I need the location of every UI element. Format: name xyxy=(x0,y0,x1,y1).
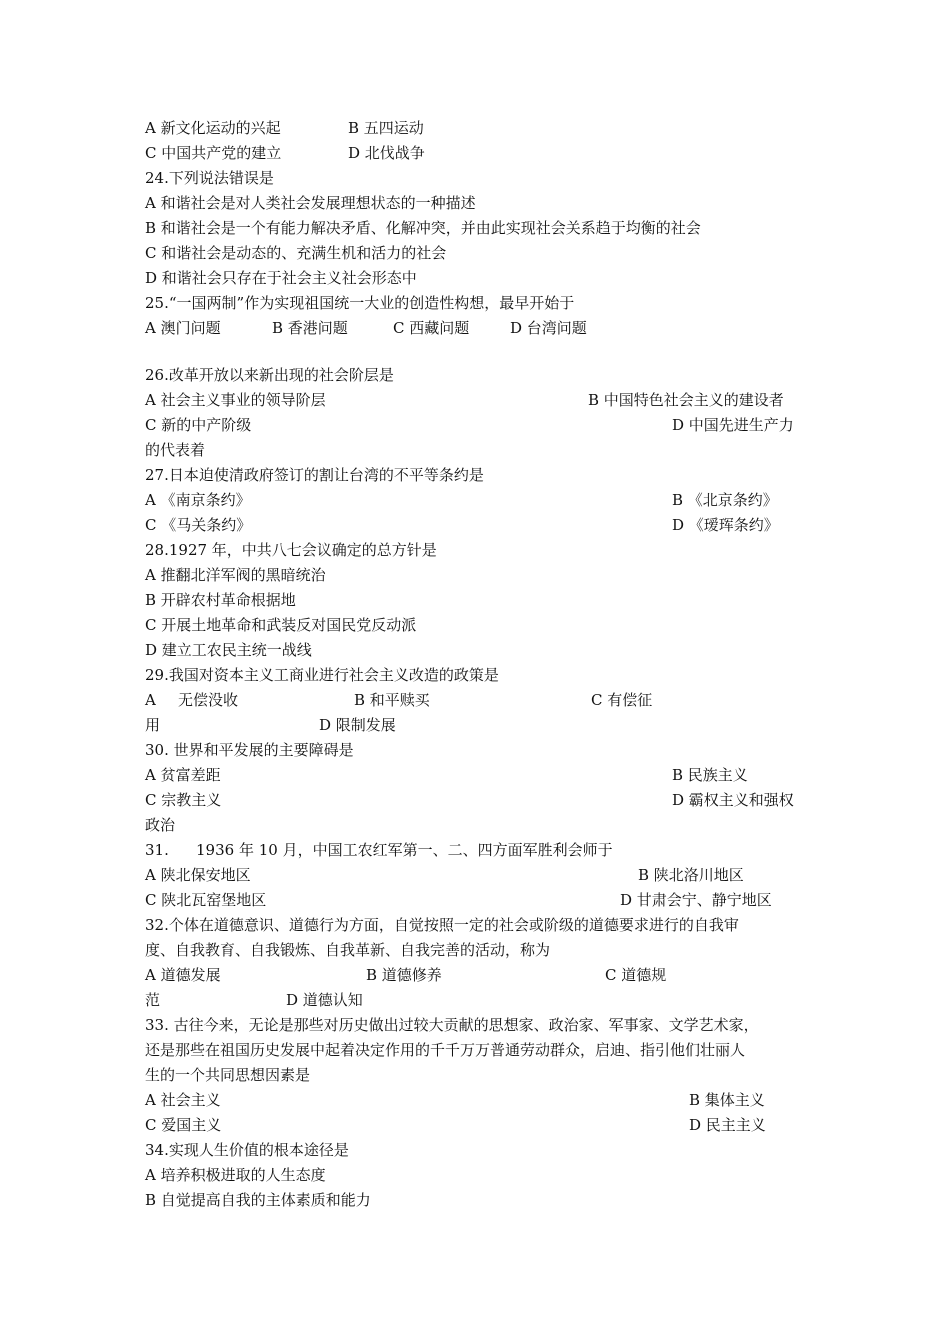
q28-option-b: B 开辟农村革命根据地 xyxy=(145,591,296,609)
q24-option-a: A 和谐社会是对人类社会发展理想状态的一种描述 xyxy=(145,194,476,212)
q23-option-c: C 中国共产党的建立 xyxy=(145,144,282,162)
q23-option-d: D 北伐战争 xyxy=(348,144,425,162)
q25-option-d: D 台湾问题 xyxy=(510,319,587,337)
q30-option-b: B 民族主义 xyxy=(672,766,748,784)
q33-stem-line2: 还是那些在祖国历史发展中起着决定作用的千千万万普通劳动群众，启迪、指引他们壮丽人 xyxy=(145,1041,746,1059)
q30-option-d-cont: 政治 xyxy=(145,816,176,834)
q29-option-a: 无偿没收 xyxy=(178,691,239,709)
q32-stem-line1: 32.个体在道德意识、道德行为方面，自觉按照一定的社会或阶级的道德要求进行的自我审 xyxy=(145,916,739,934)
q23-option-b: B 五四运动 xyxy=(348,119,424,137)
q31-stem: 1936 年 10 月，中国工农红军第一、二、四方面军胜利会师于 xyxy=(196,841,613,859)
q33-stem-line3: 生的一个共同思想因素是 xyxy=(145,1066,311,1084)
q27-option-b: B 《北京条约》 xyxy=(672,491,778,509)
q25-option-a: A 澳门问题 xyxy=(145,319,221,337)
q34-stem: 34.实现人生价值的根本途径是 xyxy=(145,1141,349,1159)
q29-option-a-letter: A xyxy=(145,691,156,709)
q31-option-d: D 甘肃会宁、静宁地区 xyxy=(620,891,772,909)
q32-option-c: C 道德规 xyxy=(605,966,667,984)
q30-option-c: C 宗教主义 xyxy=(145,791,222,809)
q24-option-d: D 和谐社会只存在于社会主义社会形态中 xyxy=(145,269,417,287)
q24-option-b: B 和谐社会是一个有能力解决矛盾、化解冲突，并由此实现社会关系趋于均衡的社会 xyxy=(145,219,701,237)
q24-option-c: C 和谐社会是动态的、充满生机和活力的社会 xyxy=(145,244,447,262)
q33-stem-line1: 33. 古往今来，无论是那些对历史做出过较大贡献的思想家、政治家、军事家、文学艺术家， xyxy=(145,1016,759,1034)
q25-option-b: B 香港问题 xyxy=(272,319,348,337)
q28-option-d: D 建立工农民主统一战线 xyxy=(145,641,312,659)
q28-stem: 28.1927 年，中共八七会议确定的总方针是 xyxy=(145,541,437,559)
q27-option-a: A 《南京条约》 xyxy=(145,491,251,509)
q30-option-d: D 霸权主义和强权 xyxy=(672,791,794,809)
q32-option-b: B 道德修养 xyxy=(366,966,442,984)
q26-option-c: C 新的中产阶级 xyxy=(145,416,252,434)
q34-option-a: A 培养积极进取的人生态度 xyxy=(145,1166,326,1184)
q23-option-a: A 新文化运动的兴起 xyxy=(145,119,281,137)
q30-option-a: A 贫富差距 xyxy=(145,766,221,784)
q25-stem: 25.“一国两制”作为实现祖国统一大业的创造性构想，最早开始于 xyxy=(145,294,575,312)
q31-option-c: C 陕北瓦窑堡地区 xyxy=(145,891,267,909)
q32-stem-line2: 度、自我教育、自我锻炼、自我革新、自我完善的活动，称为 xyxy=(145,941,551,959)
q26-option-a: A 社会主义事业的领导阶层 xyxy=(145,391,326,409)
q33-option-d: D 民主主义 xyxy=(689,1116,766,1134)
q34-option-b: B 自觉提高自我的主体素质和能力 xyxy=(145,1191,371,1209)
q26-stem: 26.改革开放以来新出现的社会阶层是 xyxy=(145,366,394,384)
q29-option-b: B 和平赎买 xyxy=(354,691,430,709)
q32-option-c-cont: 范 xyxy=(145,991,161,1009)
q27-option-d: D 《瑷珲条约》 xyxy=(672,516,779,534)
q30-stem: 30. 世界和平发展的主要障碍是 xyxy=(145,741,354,759)
q33-option-c: C 爱国主义 xyxy=(145,1116,222,1134)
q27-option-c: C 《马关条约》 xyxy=(145,516,252,534)
q33-option-a: A 社会主义 xyxy=(145,1091,221,1109)
q24-stem: 24.下列说法错误是 xyxy=(145,169,274,187)
q25-option-c: C 西藏问题 xyxy=(393,319,470,337)
q29-option-c-cont: 用 xyxy=(145,716,161,734)
q26-option-d-cont: 的代表着 xyxy=(145,441,206,459)
q31-number: 31. xyxy=(145,841,169,859)
q27-stem: 27.日本迫使清政府签订的割让台湾的不平等条约是 xyxy=(145,466,484,484)
q31-option-b: B 陕北洛川地区 xyxy=(638,866,744,884)
q29-stem: 29.我国对资本主义工商业进行社会主义改造的政策是 xyxy=(145,666,499,684)
q32-option-a: A 道德发展 xyxy=(145,966,221,984)
q28-option-c: C 开展土地革命和武装反对国民党反动派 xyxy=(145,616,417,634)
q33-option-b: B 集体主义 xyxy=(689,1091,765,1109)
q26-option-b: B 中国特色社会主义的建设者 xyxy=(588,391,784,409)
q29-option-d: D 限制发展 xyxy=(319,716,396,734)
q32-option-d: D 道德认知 xyxy=(286,991,363,1009)
q29-option-c: C 有偿征 xyxy=(591,691,653,709)
q31-option-a: A 陕北保安地区 xyxy=(145,866,251,884)
q28-option-a: A 推翻北洋军阀的黑暗统治 xyxy=(145,566,326,584)
q26-option-d: D 中国先进生产力 xyxy=(672,416,794,434)
